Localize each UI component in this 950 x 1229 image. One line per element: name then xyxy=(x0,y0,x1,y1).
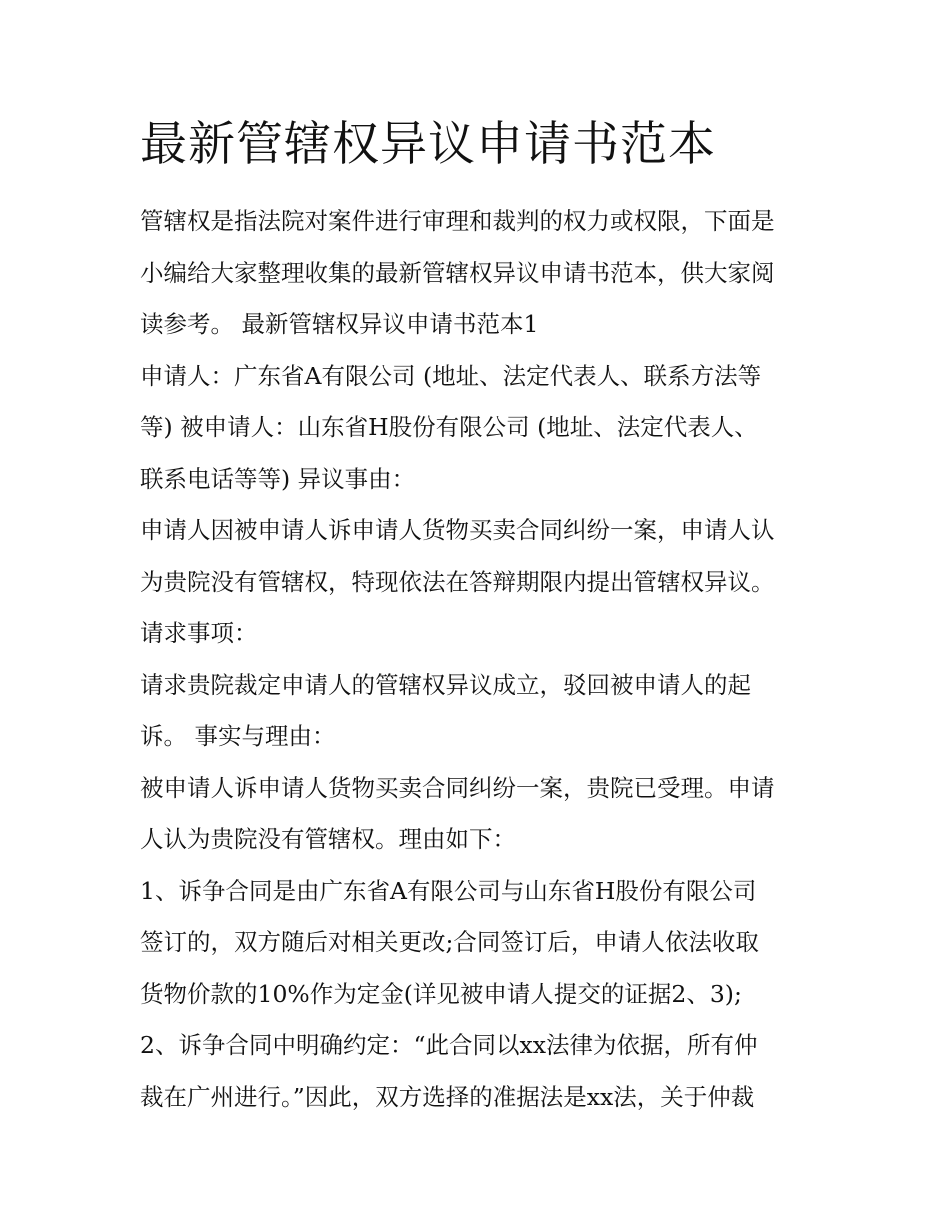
text-line: 裁在广州进行。”因此，双方选择的准据法是xx法，关于仲裁 xyxy=(140,1082,755,1111)
text-line: 货物价款的10%作为定金(详见被申请人提交的证据2、3); xyxy=(140,979,742,1008)
text-line: 请求贵院裁定申请人的管辖权异议成立，驳回被申请人的起 xyxy=(140,670,751,699)
text-line: 联系电话等等) 异议事由： xyxy=(140,464,416,493)
text-line: 小编给大家整理收集的最新管辖权异议申请书范本，供大家阅 xyxy=(140,258,775,287)
document-body xyxy=(140,196,820,1123)
text-line: 管辖权是指法院对案件进行审理和裁判的权力或权限，下面是 xyxy=(140,207,775,235)
text-line: 申请人：广东省A有限公司 (地址、法定代表人、联系方法等 xyxy=(140,361,762,390)
text-line: 1、诉争合同是由广东省A有限公司与山东省H股份有限公司 xyxy=(140,876,757,905)
text-line: 签订的，双方随后对相关更改;合同签订后，申请人依法收取 xyxy=(140,928,759,956)
text-line: 被申请人诉申请人货物买卖合同纠纷一案，贵院已受理。申请 xyxy=(140,773,775,802)
text-line: 等) 被申请人：山东省H股份有限公司 (地址、法定代表人、 xyxy=(140,413,758,441)
text-line: 读参考。 最新管辖权异议申请书范本1 xyxy=(140,310,539,338)
text-line: 申请人因被申请人诉申请人货物买卖合同纠纷一案，申请人认 xyxy=(140,516,775,544)
text-line: 2、诉争合同中明确约定：“此合同以xx法律为依据，所有仲 xyxy=(140,1031,758,1059)
text-line: 为贵院没有管辖权，特现依法在答辩期限内提出管辖权异议。 xyxy=(140,567,775,596)
document-title: 最新管辖权异议申请书范本 xyxy=(140,117,716,172)
text-line: 人认为贵院没有管辖权。理由如下： xyxy=(140,825,516,853)
text-line: 请求事项： xyxy=(140,619,258,647)
text-line: 诉。 事实与理由： xyxy=(140,722,336,750)
